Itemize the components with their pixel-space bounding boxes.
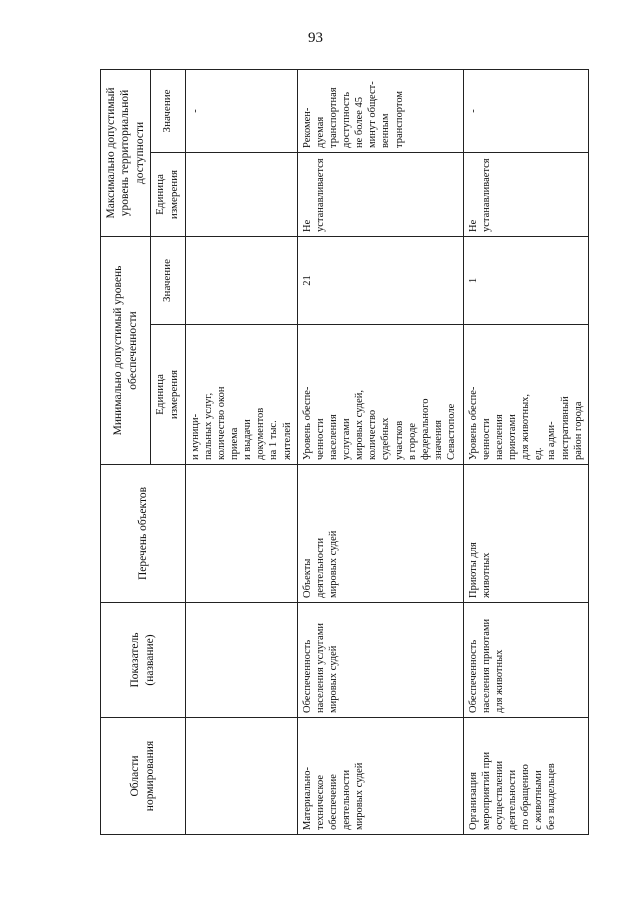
- header-objects: Перечень объектов: [101, 465, 186, 603]
- cell-max-unit: [185, 152, 297, 236]
- header-min-level: Минимально допустимый уровень обеспеченности: [101, 236, 151, 464]
- cell-min-value: 21: [297, 236, 463, 324]
- cell-max-value: -: [463, 69, 588, 152]
- cell-area: Организация мероприятий при осуществлении деятельности по обращению с животными без владельцев: [463, 718, 588, 835]
- cell-min-unit: и муници- пальных услуг, количество окон приема и выдачи документов на 1 тыс. жителей: [185, 325, 297, 465]
- cell-min-value: [185, 236, 297, 324]
- header-min-value: Значение: [151, 236, 186, 324]
- cell-max-unit: Не устанавливается: [297, 152, 463, 236]
- cell-min-unit: Уровень обеспе- ченности населения услугами мировых судей, количество судебных участков в городе федерального значения Севастополе: [297, 325, 463, 465]
- cell-area: [185, 718, 297, 835]
- cell-max-value: -: [185, 69, 297, 152]
- header-max-value: Значение: [151, 69, 186, 152]
- header-max-access: Максимально допустимый уровень территориальной доступности: [101, 69, 151, 236]
- cell-min-value: 1: [463, 236, 588, 324]
- cell-max-unit: Не устанавливается: [463, 152, 588, 236]
- cell-objects: [185, 465, 297, 603]
- rotated-table-wrapper: [100, 70, 584, 835]
- cell-indicator: [185, 603, 297, 718]
- header-min-unit: Единица измерения: [151, 325, 186, 465]
- header-areas: Области нормирования: [101, 718, 186, 835]
- cell-objects: Приюты для животных: [463, 465, 588, 603]
- table-row: [297, 69, 463, 834]
- cell-max-value: Рекомен- дуемая транспортная доступность не более 45 минут общест- венным транспортом: [297, 69, 463, 152]
- cell-min-unit: Уровень обеспе- ченности населения приютами для животных, ед. на адми- нистративный район города: [463, 325, 588, 465]
- cell-indicator: Обеспеченность населения услугами мировых судей: [297, 603, 463, 718]
- cell-objects: Объекты деятельности мировых судей: [297, 465, 463, 603]
- cell-indicator: Обеспеченность населения приютами для животных: [463, 603, 588, 718]
- table-row: [463, 69, 588, 834]
- cell-area: Материально- техническое обеспечение деятельности мировых судей: [297, 718, 463, 835]
- header-indicator: Показатель (название): [101, 603, 186, 718]
- norms-table: [100, 69, 589, 835]
- table-row: [185, 69, 297, 834]
- page-number: 93: [308, 30, 323, 46]
- header-max-unit: Единица измерения: [151, 152, 186, 236]
